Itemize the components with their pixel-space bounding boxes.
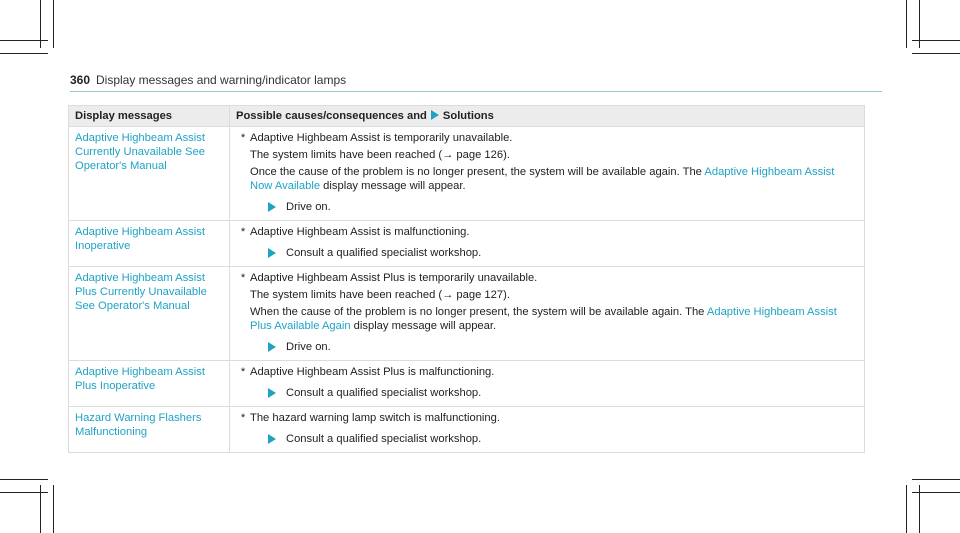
display-message: Adaptive Highbeam Assist Plus Inoperative <box>69 361 230 407</box>
crop-mark <box>906 0 907 48</box>
crop-mark <box>906 485 907 533</box>
crop-mark <box>912 53 960 54</box>
bullet-star: * <box>240 226 246 238</box>
bullet-star: * <box>240 412 246 424</box>
table-row <box>69 361 865 407</box>
cause-item: * Adaptive Highbeam Assist Plus is temporarily unavailable. <box>236 271 858 285</box>
paragraph: The system limits have been reached (→ page 127). <box>250 289 510 301</box>
step-arrow-icon <box>268 202 276 212</box>
display-message-reference: Adaptive Highbeam Assist Now Available <box>250 166 835 192</box>
solution-step: Drive on. <box>268 340 858 354</box>
cause-item: * Adaptive Highbeam Assist is malfunctioning. <box>236 225 858 239</box>
bullet-star: * <box>240 366 246 378</box>
paragraph: Once the cause of the problem is no longer present, the system will be available again. The Adaptive Highbeam Assist Now Available display message will appear. <box>250 166 835 192</box>
causes-solutions-cell <box>230 267 865 361</box>
crop-mark <box>0 492 48 493</box>
solution-step: Consult a qualified specialist workshop. <box>268 432 858 446</box>
cause-item: * Adaptive Highbeam Assist is temporarily unavailable. <box>236 131 858 145</box>
solution-step: Drive on. <box>268 200 858 214</box>
crop-mark <box>912 479 960 480</box>
causes-solutions-cell <box>230 407 865 453</box>
causes-solutions-cell <box>230 127 865 221</box>
page-reference[interactable]: → page 127 <box>442 289 504 301</box>
display-message: Hazard Warning Flashers Malfunctioning <box>69 407 230 453</box>
table-row <box>69 127 865 221</box>
display-message-reference: Adaptive Highbeam Assist Plus Available Again <box>250 306 837 332</box>
display-message: Adaptive Highbeam Assist Inoperative <box>69 221 230 267</box>
table-header-row <box>69 106 865 127</box>
table-row <box>69 407 865 453</box>
step-arrow-icon <box>268 434 276 444</box>
crop-mark <box>0 53 48 54</box>
display-message: Adaptive Highbeam Assist Currently Unavailable See Operator's Manual <box>69 127 230 221</box>
cause-item: * Adaptive Highbeam Assist Plus is malfunctioning. <box>236 365 858 379</box>
crop-mark <box>0 479 48 480</box>
page-reference[interactable]: → page 126 <box>442 149 504 161</box>
display-message: Adaptive Highbeam Assist Plus Currently Unavailable See Operator's Manual <box>69 267 230 361</box>
header-divider <box>70 91 882 92</box>
crop-mark <box>0 40 48 41</box>
solution-step: Consult a qualified specialist workshop. <box>268 246 858 260</box>
bullet-star: * <box>240 132 246 144</box>
step-arrow-icon <box>268 248 276 258</box>
display-messages-table <box>68 105 865 453</box>
paragraph: When the cause of the problem is no longer present, the system will be available again. The Adaptive Highbeam Assist Plus Available Again display message will appear. <box>250 306 837 332</box>
crop-mark <box>53 485 54 533</box>
step-arrow-icon <box>268 342 276 352</box>
page-title: Display messages and warning/indicator lamps <box>96 73 347 87</box>
causes-solutions-cell <box>230 221 865 267</box>
crop-mark <box>912 492 960 493</box>
paragraph: The system limits have been reached (→ page 126). <box>250 149 510 161</box>
page-number: 360 <box>70 73 91 87</box>
crop-mark <box>912 40 960 41</box>
step-arrow-icon <box>268 388 276 398</box>
col-header-causes-solutions: Possible causes/consequences and Solutions <box>230 106 865 127</box>
solution-step: Consult a qualified specialist workshop. <box>268 386 858 400</box>
table-row <box>69 267 865 361</box>
cause-item: * The hazard warning lamp switch is malfunctioning. <box>236 411 858 425</box>
table-row <box>69 221 865 267</box>
bullet-star: * <box>240 272 246 284</box>
crop-mark <box>53 0 54 48</box>
page-header <box>70 73 882 97</box>
causes-solutions-cell <box>230 361 865 407</box>
solutions-arrow-icon <box>431 110 439 120</box>
col-header-display-messages: Display messages <box>69 106 230 127</box>
